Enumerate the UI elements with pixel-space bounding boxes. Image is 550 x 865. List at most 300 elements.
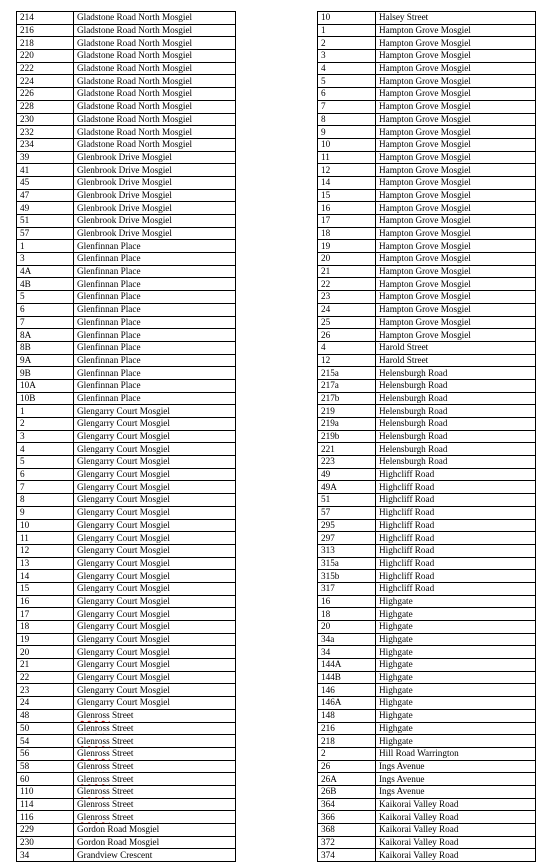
street-name-cell: Glenbrook Drive Mosgiel xyxy=(74,202,236,215)
street-name-cell: Glenbrook Drive Mosgiel xyxy=(74,164,236,177)
house-number-cell: 234 xyxy=(17,138,74,151)
table-row xyxy=(318,494,536,507)
house-number-cell: 7 xyxy=(17,316,74,329)
table-row xyxy=(318,62,536,75)
house-number-cell: 226 xyxy=(17,88,74,101)
table-row xyxy=(318,291,536,304)
spellcheck-flagged-word: Glenross xyxy=(77,722,110,733)
house-number-cell: 374 xyxy=(318,849,376,862)
house-number-cell: 230 xyxy=(17,836,74,849)
table-row xyxy=(318,418,536,431)
table-row xyxy=(318,151,536,164)
street-name-cell: Glenfinnan Place xyxy=(74,341,236,354)
table-row xyxy=(17,316,236,329)
street-name-cell: Gladstone Road North Mosgiel xyxy=(74,50,236,63)
house-number-cell: 214 xyxy=(17,12,74,25)
table-row xyxy=(318,303,536,316)
street-name-cell: Highgate xyxy=(376,671,536,684)
house-number-cell: 41 xyxy=(17,164,74,177)
street-name-cell: Hampton Grove Mosgiel xyxy=(376,138,536,151)
table-row xyxy=(318,24,536,37)
street-name-cell: Highgate xyxy=(376,595,536,608)
table-row xyxy=(17,75,236,88)
house-number-cell: 23 xyxy=(318,291,376,304)
street-name-cell: Kaikorai Valley Road xyxy=(376,849,536,862)
table-row xyxy=(17,582,236,595)
table-row xyxy=(17,164,236,177)
spellcheck-flagged-word: Glenross xyxy=(77,786,110,797)
house-number-cell: 146A xyxy=(318,697,376,710)
table-row xyxy=(318,379,536,392)
street-name-cell: Hampton Grove Mosgiel xyxy=(376,215,536,228)
street-name-cell: Glenbrook Drive Mosgiel xyxy=(74,189,236,202)
house-number-cell: 216 xyxy=(17,24,74,37)
street-name-cell: Highcliff Road xyxy=(376,506,536,519)
street-name-cell: Highgate xyxy=(376,722,536,735)
house-number-cell: 26A xyxy=(318,773,376,786)
house-number-cell: 223 xyxy=(318,456,376,469)
street-name-cell: Glengarry Court Mosgiel xyxy=(74,418,236,431)
table-row xyxy=(318,760,536,773)
house-number-cell: 1 xyxy=(17,240,74,253)
house-number-cell: 215a xyxy=(318,367,376,380)
house-number-cell: 49 xyxy=(17,202,74,215)
table-row xyxy=(17,354,236,367)
table-row xyxy=(17,456,236,469)
house-number-cell: 16 xyxy=(318,202,376,215)
table-row xyxy=(17,773,236,786)
street-name-cell: Glengarry Court Mosgiel xyxy=(74,405,236,418)
table-row xyxy=(318,392,536,405)
street-name-cell: Gladstone Road North Mosgiel xyxy=(74,88,236,101)
house-number-cell: 224 xyxy=(17,75,74,88)
table-row xyxy=(17,392,236,405)
table-row xyxy=(17,227,236,240)
house-number-cell: 60 xyxy=(17,773,74,786)
street-name-cell: Highgate xyxy=(376,709,536,722)
street-name-cell: Highgate xyxy=(376,735,536,748)
street-name-cell: Gordon Road Mosgiel xyxy=(74,836,236,849)
table-row xyxy=(318,189,536,202)
table-row xyxy=(318,430,536,443)
house-number-cell: 18 xyxy=(318,608,376,621)
street-name-cell: Highgate xyxy=(376,684,536,697)
house-number-cell: 50 xyxy=(17,722,74,735)
table-row xyxy=(17,176,236,189)
house-number-cell: 26B xyxy=(318,785,376,798)
table-row xyxy=(17,722,236,735)
house-number-cell: 21 xyxy=(318,265,376,278)
table-row xyxy=(318,785,536,798)
house-number-cell: 22 xyxy=(318,278,376,291)
street-name-cell: Hampton Grove Mosgiel xyxy=(376,202,536,215)
table-row xyxy=(318,50,536,63)
street-name-cell: Glengarry Court Mosgiel xyxy=(74,608,236,621)
street-name-cell: Glenross Street xyxy=(74,760,236,773)
house-number-cell: 8B xyxy=(17,341,74,354)
table-row xyxy=(17,798,236,811)
house-number-cell: 10 xyxy=(17,519,74,532)
table-row xyxy=(318,12,536,25)
table-row xyxy=(318,253,536,266)
house-number-cell: 20 xyxy=(17,646,74,659)
house-number-cell: 54 xyxy=(17,735,74,748)
house-number-cell: 26 xyxy=(318,760,376,773)
house-number-cell: 217a xyxy=(318,379,376,392)
house-number-cell: 22 xyxy=(17,671,74,684)
house-number-cell: 49A xyxy=(318,481,376,494)
table-row xyxy=(17,100,236,113)
table-row xyxy=(17,113,236,126)
street-name-cell: Glenross Street xyxy=(74,722,236,735)
street-name-cell: Highgate xyxy=(376,659,536,672)
street-name-cell: Hampton Grove Mosgiel xyxy=(376,62,536,75)
house-number-cell: 5 xyxy=(17,291,74,304)
street-name-cell: Glengarry Court Mosgiel xyxy=(74,519,236,532)
house-number-cell: 144B xyxy=(318,671,376,684)
table-row xyxy=(17,557,236,570)
street-name-cell: Glenbrook Drive Mosgiel xyxy=(74,215,236,228)
house-number-cell: 1 xyxy=(17,405,74,418)
table-row xyxy=(318,138,536,151)
street-name-cell: Glenfinnan Place xyxy=(74,291,236,304)
house-number-cell: 15 xyxy=(318,189,376,202)
spellcheck-flagged-word: Glenross xyxy=(77,798,110,809)
table-row xyxy=(17,849,236,862)
house-number-cell: 5 xyxy=(318,75,376,88)
table-row xyxy=(318,227,536,240)
street-name-cell: Ings Avenue xyxy=(376,773,536,786)
table-row xyxy=(318,621,536,634)
street-name-cell: Highcliff Road xyxy=(376,494,536,507)
street-name-cell: Glengarry Court Mosgiel xyxy=(74,430,236,443)
street-name-cell: Glenross Street xyxy=(74,785,236,798)
street-name-cell: Hampton Grove Mosgiel xyxy=(376,113,536,126)
table-row xyxy=(17,671,236,684)
house-number-cell: 116 xyxy=(17,811,74,824)
street-name-cell: Glenross Street xyxy=(74,773,236,786)
table-row xyxy=(318,633,536,646)
street-name-cell: Helensburgh Road xyxy=(376,418,536,431)
table-row xyxy=(318,544,536,557)
house-number-cell: 34 xyxy=(17,849,74,862)
street-name-cell: Glenfinnan Place xyxy=(74,316,236,329)
house-number-cell: 2 xyxy=(318,37,376,50)
house-number-cell: 11 xyxy=(318,151,376,164)
street-name-cell: Hampton Grove Mosgiel xyxy=(376,291,536,304)
street-name-cell: Glengarry Court Mosgiel xyxy=(74,671,236,684)
table-row xyxy=(17,329,236,342)
table-row xyxy=(17,12,236,25)
house-number-cell: 34 xyxy=(318,646,376,659)
street-name-cell: Helensburgh Road xyxy=(376,405,536,418)
table-row xyxy=(318,798,536,811)
table-row xyxy=(17,824,236,837)
table-row xyxy=(318,506,536,519)
street-name-cell: Hampton Grove Mosgiel xyxy=(376,164,536,177)
table-row xyxy=(318,215,536,228)
house-number-cell: 51 xyxy=(318,494,376,507)
table-row xyxy=(17,481,236,494)
table-row xyxy=(318,367,536,380)
street-name-cell: Glengarry Court Mosgiel xyxy=(74,684,236,697)
street-name-cell: Glenfinnan Place xyxy=(74,265,236,278)
house-number-cell: 222 xyxy=(17,62,74,75)
house-number-cell: 144A xyxy=(318,659,376,672)
table-row xyxy=(17,811,236,824)
street-name-cell: Glenbrook Drive Mosgiel xyxy=(74,151,236,164)
table-row xyxy=(17,659,236,672)
street-name-cell: Glenfinnan Place xyxy=(74,253,236,266)
house-number-cell: 51 xyxy=(17,215,74,228)
house-number-cell: 317 xyxy=(318,582,376,595)
house-number-cell: 17 xyxy=(318,215,376,228)
table-row xyxy=(318,722,536,735)
street-name-cell: Hampton Grove Mosgiel xyxy=(376,278,536,291)
table-row xyxy=(17,138,236,151)
street-name-cell: Glenbrook Drive Mosgiel xyxy=(74,227,236,240)
street-name-cell: Glengarry Court Mosgiel xyxy=(74,697,236,710)
street-name-cell: Grandview Crescent xyxy=(74,849,236,862)
house-number-cell: 315b xyxy=(318,570,376,583)
house-number-cell: 11 xyxy=(17,532,74,545)
street-name-cell: Hampton Grove Mosgiel xyxy=(376,329,536,342)
house-number-cell: 12 xyxy=(318,164,376,177)
table-row xyxy=(17,595,236,608)
house-number-cell: 7 xyxy=(318,100,376,113)
street-name-cell: Halsey Street xyxy=(376,12,536,25)
table-row xyxy=(17,50,236,63)
table-row xyxy=(17,697,236,710)
street-name-cell: Glengarry Court Mosgiel xyxy=(74,582,236,595)
house-number-cell: 10 xyxy=(318,138,376,151)
house-number-cell: 24 xyxy=(318,303,376,316)
table-row xyxy=(318,570,536,583)
table-row xyxy=(318,735,536,748)
address-table-left xyxy=(16,11,236,862)
spellcheck-flagged-word: Glenross xyxy=(77,735,110,746)
table-row xyxy=(17,367,236,380)
street-name-cell: Helensburgh Road xyxy=(376,456,536,469)
house-number-cell: 57 xyxy=(318,506,376,519)
street-name-cell: Glengarry Court Mosgiel xyxy=(74,481,236,494)
house-number-cell: 45 xyxy=(17,176,74,189)
table-row xyxy=(17,608,236,621)
house-number-cell: 39 xyxy=(17,151,74,164)
street-name-cell: Highcliff Road xyxy=(376,582,536,595)
table-row xyxy=(318,849,536,862)
house-number-cell: 9B xyxy=(17,367,74,380)
spellcheck-flagged-word: Glenross xyxy=(77,710,110,721)
house-number-cell: 220 xyxy=(17,50,74,63)
street-name-cell: Harold Street xyxy=(376,341,536,354)
street-name-cell: Kaikorai Valley Road xyxy=(376,824,536,837)
street-name-cell: Helensburgh Road xyxy=(376,443,536,456)
table-row xyxy=(318,773,536,786)
table-row xyxy=(318,265,536,278)
house-number-cell: 20 xyxy=(318,621,376,634)
house-number-cell: 16 xyxy=(318,595,376,608)
table-row xyxy=(17,202,236,215)
table-row xyxy=(318,443,536,456)
street-name-cell: Ings Avenue xyxy=(376,760,536,773)
table-row xyxy=(318,811,536,824)
street-name-cell: Helensburgh Road xyxy=(376,379,536,392)
table-row xyxy=(318,405,536,418)
street-name-cell: Hampton Grove Mosgiel xyxy=(376,253,536,266)
street-name-cell: Hampton Grove Mosgiel xyxy=(376,265,536,278)
house-number-cell: 8 xyxy=(17,494,74,507)
house-number-cell: 4A xyxy=(17,265,74,278)
street-name-cell: Glengarry Court Mosgiel xyxy=(74,506,236,519)
house-number-cell: 110 xyxy=(17,785,74,798)
table-row xyxy=(318,468,536,481)
street-name-cell: Hampton Grove Mosgiel xyxy=(376,316,536,329)
street-name-cell: Helensburgh Road xyxy=(376,392,536,405)
house-number-cell: 9 xyxy=(17,506,74,519)
house-number-cell: 15 xyxy=(17,582,74,595)
street-name-cell: Hampton Grove Mosgiel xyxy=(376,151,536,164)
house-number-cell: 5 xyxy=(17,456,74,469)
table-row xyxy=(318,278,536,291)
street-name-cell: Gladstone Road North Mosgiel xyxy=(74,100,236,113)
street-name-cell: Kaikorai Valley Road xyxy=(376,836,536,849)
street-name-cell: Highgate xyxy=(376,633,536,646)
house-number-cell: 4B xyxy=(17,278,74,291)
street-name-cell: Helensburgh Road xyxy=(376,430,536,443)
street-name-cell: Glenfinnan Place xyxy=(74,379,236,392)
table-row xyxy=(17,62,236,75)
street-name-cell: Glengarry Court Mosgiel xyxy=(74,659,236,672)
street-name-cell: Hampton Grove Mosgiel xyxy=(376,75,536,88)
street-name-cell: Glenfinnan Place xyxy=(74,392,236,405)
table-row xyxy=(17,341,236,354)
street-name-cell: Gladstone Road North Mosgiel xyxy=(74,113,236,126)
table-row xyxy=(17,747,236,760)
house-number-cell: 218 xyxy=(318,735,376,748)
street-name-cell: Glengarry Court Mosgiel xyxy=(74,532,236,545)
table-row xyxy=(17,633,236,646)
street-name-cell: Gladstone Road North Mosgiel xyxy=(74,12,236,25)
street-name-cell: Highcliff Road xyxy=(376,544,536,557)
house-number-cell: 48 xyxy=(17,709,74,722)
table-row xyxy=(17,532,236,545)
house-number-cell: 364 xyxy=(318,798,376,811)
table-row xyxy=(17,405,236,418)
table-row xyxy=(17,215,236,228)
table-row xyxy=(17,265,236,278)
table-row xyxy=(318,582,536,595)
table-row xyxy=(17,760,236,773)
table-row xyxy=(17,240,236,253)
table-row xyxy=(17,621,236,634)
table-row xyxy=(318,684,536,697)
table-row xyxy=(318,646,536,659)
street-name-cell: Highgate xyxy=(376,621,536,634)
table-row xyxy=(17,126,236,139)
house-number-cell: 26 xyxy=(318,329,376,342)
house-number-cell: 19 xyxy=(318,240,376,253)
street-name-cell: Kaikorai Valley Road xyxy=(376,811,536,824)
table-row xyxy=(17,494,236,507)
table-row xyxy=(17,418,236,431)
house-number-cell: 56 xyxy=(17,747,74,760)
table-row xyxy=(318,354,536,367)
house-number-cell: 6 xyxy=(17,303,74,316)
table-row xyxy=(17,253,236,266)
house-number-cell: 219a xyxy=(318,418,376,431)
street-name-cell: Hampton Grove Mosgiel xyxy=(376,303,536,316)
table-row xyxy=(318,240,536,253)
house-number-cell: 114 xyxy=(17,798,74,811)
house-number-cell: 2 xyxy=(318,747,376,760)
street-name-cell: Hampton Grove Mosgiel xyxy=(376,100,536,113)
table-row xyxy=(318,557,536,570)
street-name-cell: Gladstone Road North Mosgiel xyxy=(74,37,236,50)
table-row xyxy=(17,443,236,456)
street-name-cell: Kaikorai Valley Road xyxy=(376,798,536,811)
table-row xyxy=(318,316,536,329)
street-name-cell: Highgate xyxy=(376,608,536,621)
table-row xyxy=(17,506,236,519)
house-number-cell: 9A xyxy=(17,354,74,367)
house-number-cell: 8 xyxy=(318,113,376,126)
street-name-cell: Glenfinnan Place xyxy=(74,240,236,253)
table-row xyxy=(17,570,236,583)
street-name-cell: Gordon Road Mosgiel xyxy=(74,824,236,837)
table-row xyxy=(318,519,536,532)
street-name-cell: Glengarry Court Mosgiel xyxy=(74,595,236,608)
house-number-cell: 20 xyxy=(318,253,376,266)
table-row xyxy=(17,24,236,37)
street-name-cell: Hampton Grove Mosgiel xyxy=(376,227,536,240)
house-number-cell: 19 xyxy=(17,633,74,646)
house-number-cell: 13 xyxy=(17,557,74,570)
table-row xyxy=(17,468,236,481)
table-row xyxy=(318,836,536,849)
table-row xyxy=(318,747,536,760)
table-row xyxy=(17,646,236,659)
street-name-cell: Highcliff Road xyxy=(376,557,536,570)
house-number-cell: 148 xyxy=(318,709,376,722)
street-name-cell: Glenross Street xyxy=(74,747,236,760)
house-number-cell: 3 xyxy=(17,430,74,443)
house-number-cell: 14 xyxy=(17,570,74,583)
table-row xyxy=(318,37,536,50)
table-row xyxy=(318,481,536,494)
house-number-cell: 218 xyxy=(17,37,74,50)
table-row xyxy=(318,126,536,139)
street-name-cell: Glenross Street xyxy=(74,811,236,824)
spellcheck-flagged-word: Glenross xyxy=(77,760,110,771)
street-name-cell: Hampton Grove Mosgiel xyxy=(376,126,536,139)
table-row xyxy=(318,709,536,722)
table-row xyxy=(17,519,236,532)
house-number-cell: 315a xyxy=(318,557,376,570)
table-row xyxy=(17,189,236,202)
house-number-cell: 297 xyxy=(318,532,376,545)
house-number-cell: 9 xyxy=(318,126,376,139)
house-number-cell: 10A xyxy=(17,379,74,392)
house-number-cell: 16 xyxy=(17,595,74,608)
house-number-cell: 17 xyxy=(17,608,74,621)
house-number-cell: 229 xyxy=(17,824,74,837)
house-number-cell: 146 xyxy=(318,684,376,697)
table-row xyxy=(17,430,236,443)
street-name-cell: Hampton Grove Mosgiel xyxy=(376,240,536,253)
street-name-cell: Highcliff Road xyxy=(376,570,536,583)
table-row xyxy=(17,88,236,101)
